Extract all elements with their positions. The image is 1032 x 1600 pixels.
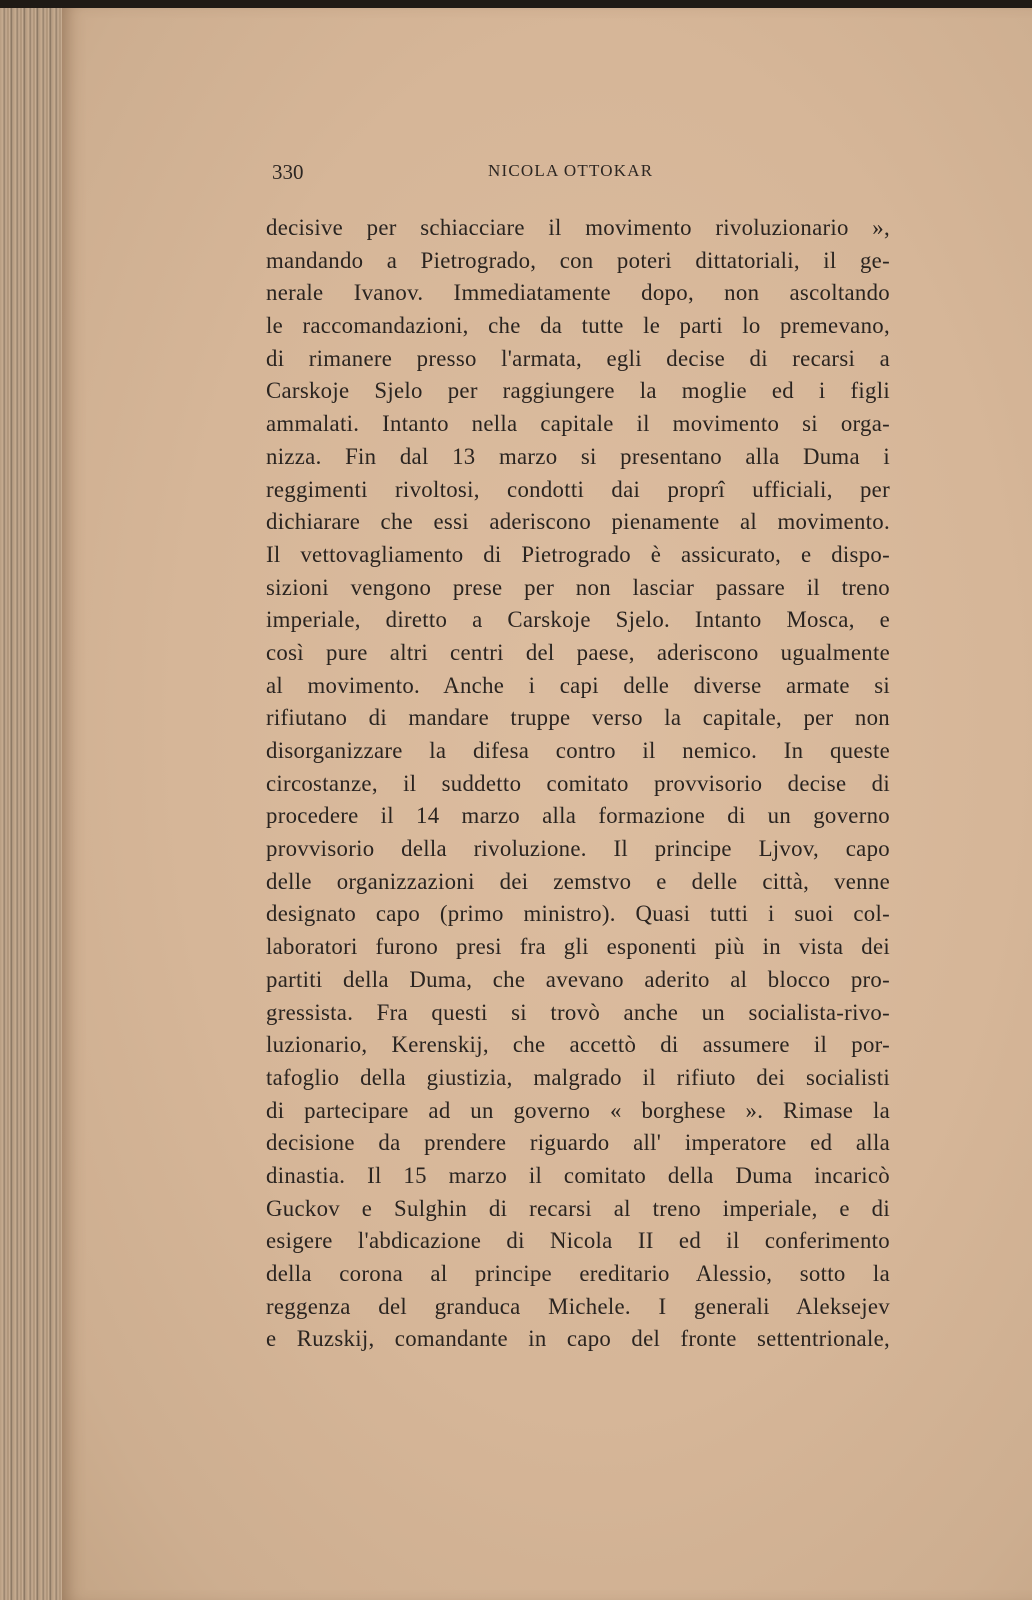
text-line: tafoglio della giustizia, malgrado il rifiuto dei socialisti <box>266 1064 890 1090</box>
text-line: della corona al principe ereditario Alessio, sotto la <box>266 1261 890 1286</box>
text-line: esigere l'abdicazione di Nicola II ed il conferimento <box>266 1228 890 1254</box>
text-line: Guckov e Sulghin di recarsi al treno imperiale, e di <box>266 1195 890 1221</box>
text-line: Carskoje Sjelo per raggiungere la moglie ed i figli <box>266 378 890 404</box>
text-line: reggimenti rivoltosi, condotti dai proprî ufficiali, per <box>266 476 890 502</box>
page-number: 330 <box>272 160 304 184</box>
text-line: procedere il 14 marzo alla formazione di un governo <box>266 803 890 829</box>
text-line: rifiutano di mandare truppe verso la capitale, per non <box>266 705 890 731</box>
text-line: mandando a Pietrogrado, con poteri dittatoriali, il ge- <box>266 247 890 273</box>
running-head: NICOLA OTTOKAR <box>488 161 654 180</box>
text-line: imperiale, diretto a Carskoje Sjelo. Intanto Mosca, e <box>266 607 890 633</box>
text-line: luzionario, Kerenskij, che accettò di assumere il por- <box>266 1032 890 1058</box>
text-line: gressista. Fra questi si trovò anche un socialista-rivo- <box>266 999 890 1025</box>
text-line: di partecipare ad un governo « borghese ». Rimase la <box>266 1097 890 1123</box>
text-line: circostanze, il suddetto comitato provvisorio decise di <box>266 770 890 796</box>
text-line: dinastia. Il 15 marzo il comitato della Duma incaricò <box>266 1162 890 1188</box>
text-line: e Ruzskij, comandante in capo del fronte settentrionale, <box>266 1326 890 1352</box>
text-line: decisione da prendere riguardo all' imperatore ed alla <box>266 1130 890 1156</box>
text-line: provvisorio della rivoluzione. Il principe Ljvov, capo <box>266 836 890 862</box>
text-line: dichiarare che essi aderiscono pienamente al movimento. <box>266 509 890 535</box>
text-line: così pure altri centri del paese, aderiscono ugualmente <box>266 639 890 665</box>
text-line: di rimanere presso l'armata, egli decise di recarsi a <box>266 345 890 371</box>
text-line: laboratori furono presi fra gli esponenti più in vista dei <box>266 934 890 960</box>
text-line: delle organizzazioni dei zemstvo e delle città, venne <box>266 868 890 894</box>
text-line: ammalati. Intanto nella capitale il movimento si orga- <box>266 411 890 437</box>
text-line: disorganizzare la difesa contro il nemico. In queste <box>266 738 890 763</box>
text-line: al movimento. Anche i capi delle diverse armate si <box>266 672 890 698</box>
text-line: le raccomandazioni, che da tutte le parti lo premevano, <box>266 313 890 339</box>
text-line: designato capo (primo ministro). Quasi tutti i suoi col- <box>266 901 890 927</box>
text-line: nizza. Fin dal 13 marzo si presentano alla Duma i <box>266 443 890 469</box>
text-line: nerale Ivanov. Immediatamente dopo, non ascoltando <box>266 280 890 306</box>
text-line: decisive per schiacciare il movimento rivoluzionario », <box>266 215 890 240</box>
text-line: reggenza del granduca Michele. I generali Aleksejev <box>266 1293 890 1319</box>
text-line: Il vettovagliamento di Pietrogrado è assicurato, e dispo- <box>266 541 890 567</box>
text-line: sizioni vengono prese per non lasciar passare il treno <box>266 574 890 600</box>
page-header <box>272 160 892 186</box>
text-line: partiti della Duma, che avevano aderito al blocco pro- <box>266 966 890 992</box>
body-text <box>266 212 890 1356</box>
